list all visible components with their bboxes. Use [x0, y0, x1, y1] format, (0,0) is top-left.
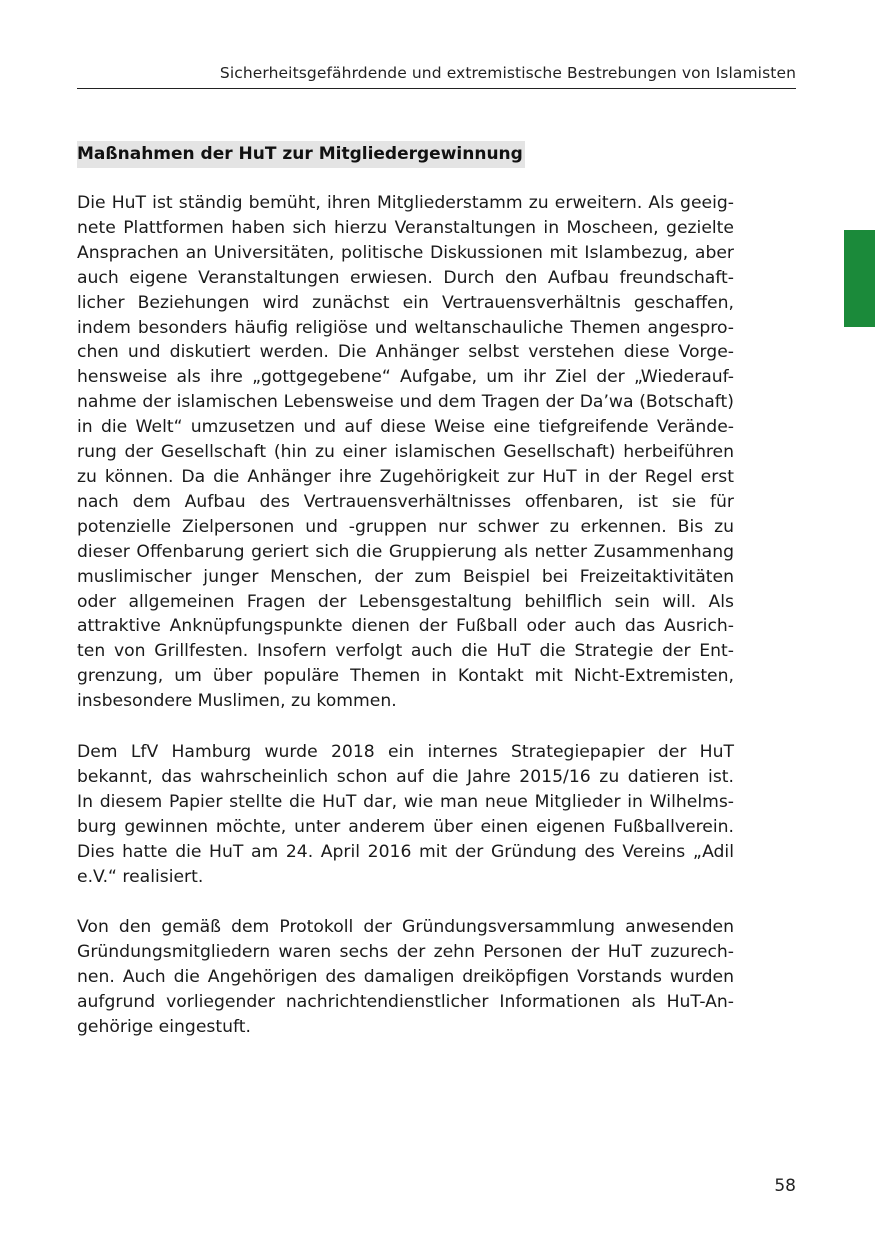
paragraph-2	[77, 740, 734, 889]
paragraph-line: muslimischer junger Menschen, der zum Beispiel bei Freizeitaktivitäten	[77, 566, 734, 587]
paragraph-line: burg gewinnen möchte, unter anderem über einen eigenen Fußballverein.	[77, 816, 734, 837]
running-header: Sicherheitsgefährdende und extremistische Bestrebungen von Islamisten	[219, 64, 796, 82]
paragraph-line: indem besonders häufig religiöse und weltanschauliche Themen angespro-	[77, 317, 734, 338]
paragraph-line: nahme der islamischen Lebensweise und dem Tragen der Da’wa (Botschaft)	[77, 392, 734, 413]
paragraph-line: hensweise als ihre „gottgegebene“ Aufgabe, um ihr Ziel der „Wiederauf-	[77, 367, 734, 388]
paragraph-line: Dem LfV Hamburg wurde 2018 ein internes Strategiepapier der HuT	[77, 742, 734, 762]
paragraph-line: ten von Grillfesten. Insofern verfolgt auch die HuT die Strategie der Ent-	[77, 641, 734, 662]
paragraph-line: Ansprachen an Universitäten, politische Diskussionen mit Islambezug, aber	[77, 242, 734, 263]
paragraph-line: grenzung, um über populäre Themen in Kontakt mit Nicht-Extremisten,	[77, 666, 734, 687]
paragraph-line: licher Beziehungen wird zunächst ein Vertrauensverhältnis geschaffen,	[77, 292, 734, 313]
paragraph-line: aufgrund vorliegender nachrichtendienstlicher Informationen als HuT-An-	[77, 991, 734, 1012]
paragraph-line: rung der Gesellschaft (hin zu einer islamischen Gesellschaft) herbeiführen	[77, 442, 734, 463]
page-number: 58	[774, 1176, 796, 1196]
paragraph-line: in die Welt“ umzusetzen und auf diese Weise eine tiefgreifende Verände-	[77, 417, 734, 438]
paragraph-line: auch eigene Veranstaltungen erwiesen. Durch den Aufbau freundschaft-	[77, 267, 734, 288]
paragraph-line: nach dem Aufbau des Vertrauensverhältnisses offenbaren, ist sie für	[77, 491, 734, 512]
paragraph-line: zu können. Da die Anhänger ihre Zugehörigkeit zur HuT in der Regel erst	[77, 466, 734, 487]
chapter-side-tab	[844, 230, 875, 327]
paragraph-line: dieser Offenbarung geriert sich die Gruppierung als netter Zusammenhang	[77, 541, 734, 562]
paragraph-line: Die HuT ist ständig bemüht, ihren Mitgliederstamm zu erweitern. Als geeig-	[77, 193, 734, 213]
paragraph-line: Gründungsmitgliedern waren sechs der zehn Personen der HuT zuzurech-	[77, 941, 734, 962]
section-heading: Maßnahmen der HuT zur Mitgliedergewinnung	[77, 141, 525, 168]
paragraph-1	[77, 191, 734, 714]
paragraph-line: oder allgemeinen Fragen der Lebensgestaltung behilflich sein will. Als	[77, 591, 734, 612]
paragraph-line: Von den gemäß dem Protokoll der Gründungsversammlung anwesenden	[77, 917, 734, 937]
paragraph-line: bekannt, das wahrscheinlich schon auf die Jahre 2015/16 zu datieren ist.	[77, 766, 734, 787]
paragraph-3	[77, 915, 734, 1040]
paragraph-line: potenzielle Zielpersonen und -gruppen nur schwer zu erkennen. Bis zu	[77, 516, 734, 537]
paragraph-line: gehörige eingestuft.	[77, 1016, 251, 1037]
paragraph-line: In diesem Papier stellte die HuT dar, wie man neue Mitglieder in Wilhelms-	[77, 791, 734, 812]
paragraph-line: attraktive Anknüpfungspunkte dienen der Fußball oder auch das Ausrich-	[77, 616, 734, 637]
header-rule	[77, 88, 796, 89]
paragraph-line: Dies hatte die HuT am 24. April 2016 mit der Gründung des Vereins „Adil	[77, 841, 734, 862]
paragraph-line: e.V.“ realisiert.	[77, 866, 204, 887]
paragraph-line: chen und diskutiert werden. Die Anhänger selbst verstehen diese Vorge-	[77, 342, 734, 363]
paragraph-line: nen. Auch die Angehörigen des damaligen dreiköpfigen Vorstands wurden	[77, 966, 734, 987]
paragraph-line: nete Plattformen haben sich hierzu Veranstaltungen in Moscheen, gezielte	[77, 217, 734, 238]
paragraph-line: insbesondere Muslimen, zu kommen.	[77, 691, 397, 712]
